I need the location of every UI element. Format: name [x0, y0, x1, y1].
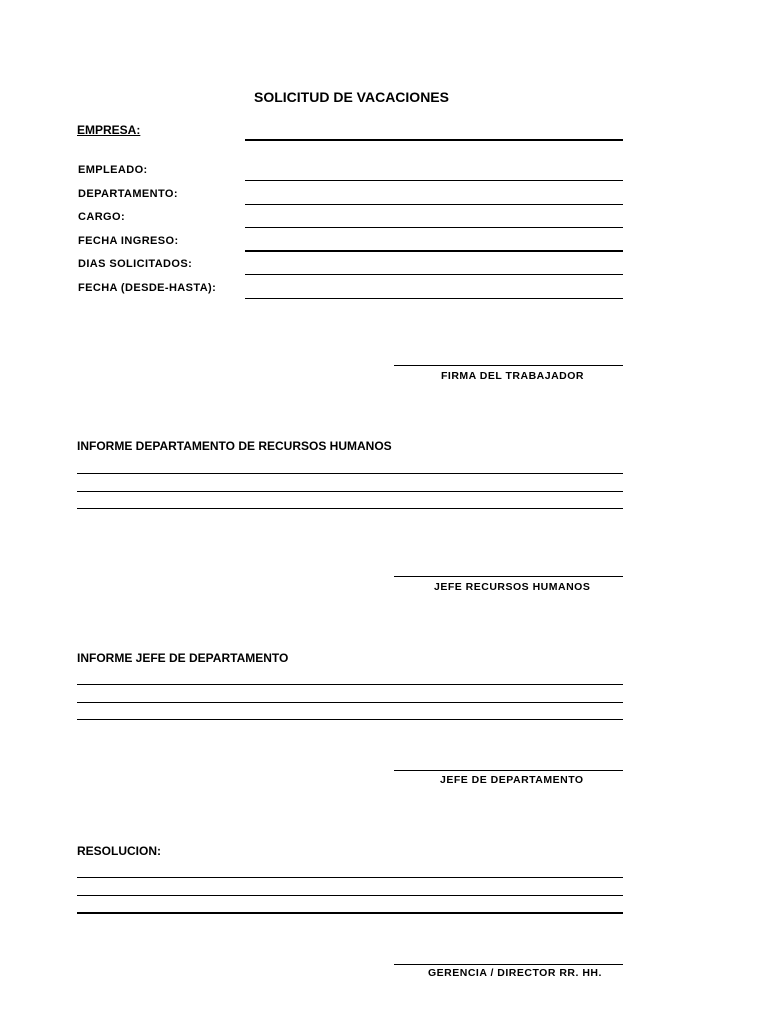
employee-field-line[interactable]	[245, 180, 623, 181]
hr-report-heading: INFORME DEPARTAMENTO DE RECURSOS HUMANOS	[77, 439, 392, 453]
worker-signature-label: FIRMA DEL TRABAJADOR	[441, 370, 584, 382]
director-signature-line[interactable]	[394, 964, 623, 965]
resolution-line-2[interactable]	[77, 895, 623, 896]
hire-date-label: FECHA INGRESO:	[78, 235, 179, 247]
company-field-line[interactable]	[245, 139, 623, 141]
worker-signature-line[interactable]	[394, 365, 623, 366]
date-range-label: FECHA (DESDE-HASTA):	[78, 282, 217, 294]
position-field-line[interactable]	[245, 227, 623, 228]
dept-report-line-2[interactable]	[77, 702, 623, 703]
hr-report-line-3[interactable]	[77, 508, 623, 509]
days-requested-label: DIAS SOLICITADOS:	[78, 258, 193, 270]
hire-date-field-line[interactable]	[245, 250, 623, 252]
form-title: SOLICITUD DE VACACIONES	[254, 89, 449, 105]
position-label: CARGO:	[78, 211, 126, 223]
dept-report-heading: INFORME JEFE DE DEPARTAMENTO	[77, 651, 289, 665]
hr-report-line-1[interactable]	[77, 473, 623, 474]
resolution-line-3[interactable]	[77, 912, 623, 914]
director-signature-label: GERENCIA / DIRECTOR RR. HH.	[428, 967, 602, 979]
hr-head-signature-label: JEFE RECURSOS HUMANOS	[434, 581, 591, 593]
company-label: EMPRESA:	[77, 123, 141, 137]
employee-label: EMPLEADO:	[78, 164, 148, 176]
department-field-line[interactable]	[245, 204, 623, 205]
dept-report-line-1[interactable]	[77, 684, 623, 685]
hr-head-signature-line[interactable]	[394, 576, 623, 577]
days-requested-field-line[interactable]	[245, 274, 623, 275]
resolution-line-1[interactable]	[77, 877, 623, 878]
hr-report-line-2[interactable]	[77, 491, 623, 492]
resolution-heading: RESOLUCION:	[77, 844, 161, 858]
dept-head-signature-line[interactable]	[394, 770, 623, 771]
dept-head-signature-label: JEFE DE DEPARTAMENTO	[440, 774, 584, 786]
dept-report-line-3[interactable]	[77, 719, 623, 720]
date-range-field-line[interactable]	[245, 298, 623, 299]
department-label: DEPARTAMENTO:	[78, 188, 178, 200]
